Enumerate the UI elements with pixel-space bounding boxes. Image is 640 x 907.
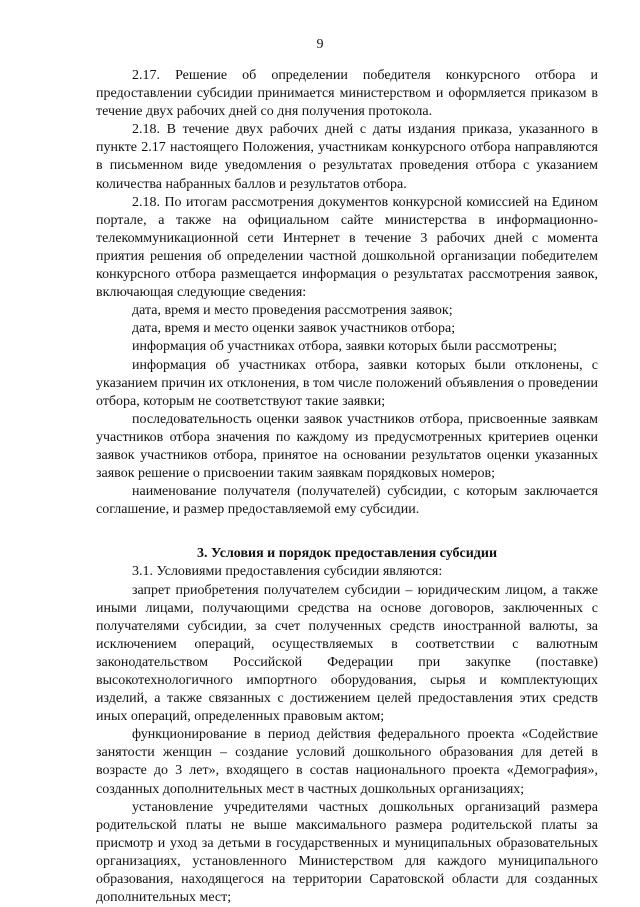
list-item-rejected-participants: информация об участниках отбора, заявки которых были отклонены, с указанием причин их отклонения, в том числе положений объявления о проведении отбора, которым не соответствуют такие заявки; xyxy=(96,357,598,409)
paragraph-2-18-notification: 2.18. В течение двух рабочих дней с даты издания приказа, указанного в пункте 2.17 настоящего Положения, участникам конкурсного отбора направляются в письменном виде уведомления о результатах проведения отбора с указанием количества набранных баллов и результатов отбора. xyxy=(96,122,598,192)
condition-operation-period: функционирование в период действия федерального проекта «Содействие занятости женщин – создание условий дошкольного образования для детей в возрасте до 3 лет», входящего в состав национального проекта «Демография», созданных дополнительных мест в частных дошкольных организациях; xyxy=(96,727,598,797)
condition-parental-fee: установление учредителями частных дошкольных организаций размера родительской платы не выше максимального размера родительской платы за присмотр и уход за детьми в государственных и муниципальных образовательных организациях, установленного Министерством для каждого муниципального образования, находящегося на территории Саратовской области для созданных дополнительных мест; xyxy=(96,799,598,906)
document-body xyxy=(96,67,598,907)
section-heading: 3. Условия и порядок предоставления субсидии xyxy=(196,546,498,562)
paragraph-2-17: 2.17. Решение об определении победителя конкурсного отбора и предоставлении субсидии принимается министерством и оформляется приказом в течение двух рабочих дней со дня получения протокола. xyxy=(96,68,598,120)
page-number: 9 xyxy=(316,37,324,52)
list-item-recipient-name: наименование получателя (получателей) субсидии, с которым заключается соглашение, и размер предоставляемой ему субсидии. xyxy=(96,484,598,518)
condition-currency-ban: запрет приобретения получателем субсидии – юридическим лицом, а также иными лицами, получающими средства на основе договоров, заключенных с получателями субсидии, за счет полученных средств иностранной валюты, за исключением операций, осуществляемых в соответствии с валютным законодательством Российской Федерации при закупке (поставке) высокотехнологичного импортного оборудования, сырья и комплектующих изделий, а также связанных с достижением целей предоставления этих средств иных операций, определенных правовым актом; xyxy=(96,582,598,725)
list-item-reviewed-participants: информация об участниках отбора, заявки которых были рассмотрены; xyxy=(132,339,557,355)
list-item-review-date: дата, время и место проведения рассмотрения заявок; xyxy=(132,303,453,319)
paragraph-2-18-results: 2.18. По итогам рассмотрения документов конкурсной комиссией на Едином портале, а также на официальном сайте министерства в информационно-телекоммуникационной сети Интернет в течение 3 рабочих дней с момента приятия решения об определении частной дошкольной организации победителем конкурсного отбора размещается информация о результатах рассмотрения заявок, включающая следующие сведения: xyxy=(96,194,598,301)
paragraph-3-1: 3.1. Условиями предоставления субсидии являются: xyxy=(132,564,443,580)
list-item-evaluation-sequence: последовательность оценки заявок участников отбора, присвоенные заявкам участников отбора значения по каждому из предусмотренных критериев оценки заявок участников отбора, принятое на основании результатов оценки указанных заявок решение о присвоении таким заявкам порядковых номеров; xyxy=(96,411,598,482)
list-item-evaluation-date: дата, время и место оценки заявок участников отбора; xyxy=(132,321,456,337)
